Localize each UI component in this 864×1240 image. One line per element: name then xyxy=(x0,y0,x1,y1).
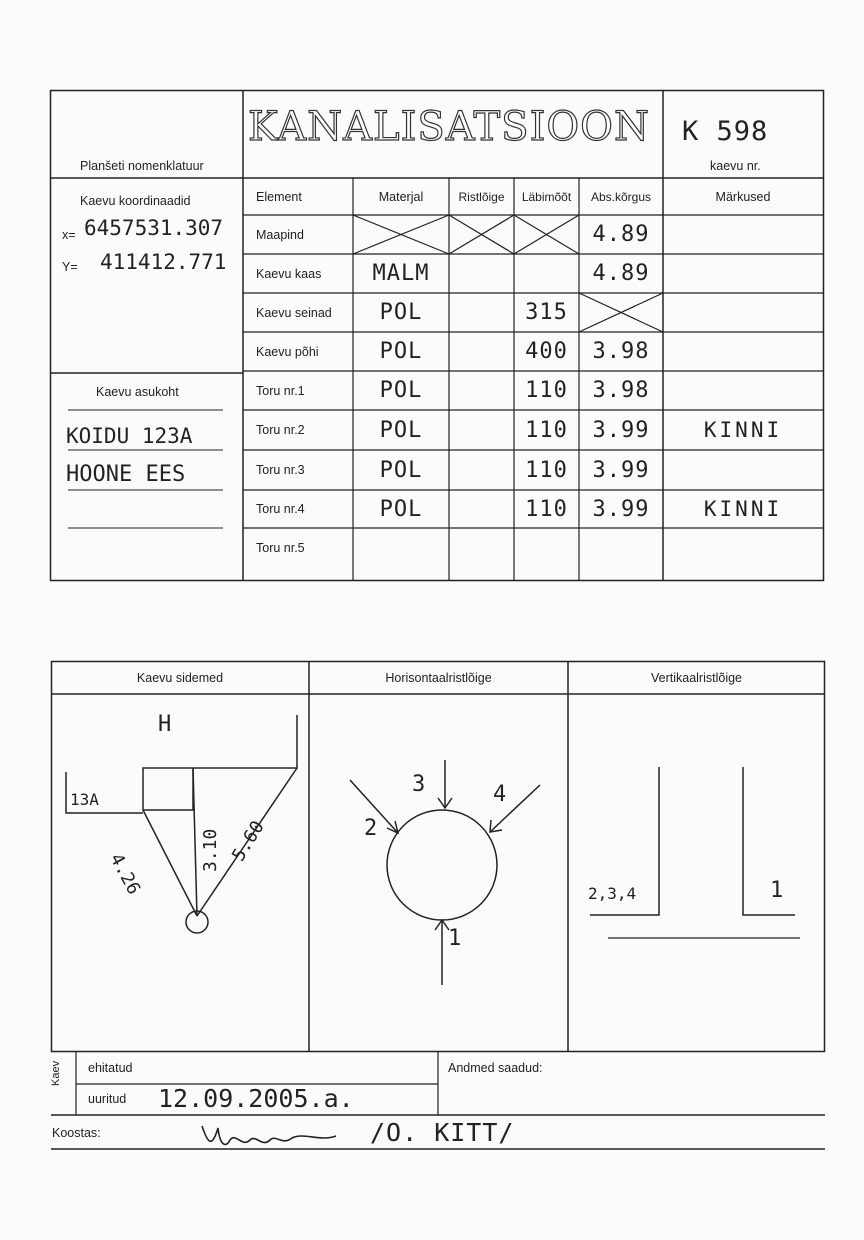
bottom-form-grid xyxy=(0,640,864,1170)
col-label-ties: Kaevu sidemed xyxy=(136,671,224,685)
col-header-material: Materjal xyxy=(378,189,424,204)
col-header-notes: Märkused xyxy=(715,189,771,204)
vertical-right-label: 1 xyxy=(770,878,785,903)
coord-y-prefix: Y= xyxy=(62,260,78,274)
row-height: 3.99 xyxy=(592,457,650,483)
planset-label: Planšeti nomenklatuur xyxy=(80,159,204,173)
row-material: POL xyxy=(379,457,423,483)
row-diameter: 110 xyxy=(525,496,568,522)
row-diameter: 110 xyxy=(525,378,568,403)
tie-house-label: 13A xyxy=(70,790,99,809)
row-material: MALM xyxy=(372,261,430,286)
koostas-label: Koostas: xyxy=(52,1126,101,1140)
vertical-section xyxy=(590,767,800,938)
row-element: Kaevu kaas xyxy=(256,266,322,281)
tie-distance-mid: 3.10 xyxy=(200,828,221,872)
pipe-label-1: 1 xyxy=(448,926,463,951)
col-label-vertical: Vertikaalristlõige xyxy=(650,671,742,685)
tie-building-label: H xyxy=(158,712,173,737)
row-height: 4.89 xyxy=(592,261,650,286)
andmed-label: Andmed saadud: xyxy=(448,1061,543,1075)
horizontal-section xyxy=(350,760,540,985)
row-material: POL xyxy=(379,300,423,325)
bottom-form xyxy=(0,640,864,1170)
well-number: K 598 xyxy=(682,116,769,147)
col-header-diameter: Läbimõõt xyxy=(521,189,572,204)
coords-label: Kaevu koordinaadid xyxy=(80,194,191,208)
col-header-cross: Ristlõige xyxy=(458,189,505,204)
row-notes: KINNI xyxy=(703,497,783,521)
pipe-label-4: 4 xyxy=(493,782,508,807)
location-line2: HOONE EES xyxy=(66,462,186,487)
tie-distance-right: 5.60 xyxy=(228,817,269,866)
page-title: KANALISATSIOON xyxy=(248,104,650,150)
row-diameter: 110 xyxy=(525,457,568,483)
coord-x-prefix: x= xyxy=(62,228,76,242)
row-material: POL xyxy=(379,496,423,522)
row-element: Maapind xyxy=(256,227,304,242)
row-material: POL xyxy=(379,378,423,403)
row-diameter: 110 xyxy=(525,417,568,443)
row-element: Toru nr.1 xyxy=(256,383,305,398)
vertical-left-label: 2,3,4 xyxy=(588,884,637,903)
row-height: 3.98 xyxy=(592,339,650,364)
cross-out-seinad-height xyxy=(579,293,663,332)
cross-out-maapind xyxy=(353,215,579,254)
well-number-label: kaevu nr. xyxy=(710,159,761,173)
top-form xyxy=(0,0,864,600)
uuritud-value: 12.09.2005.a. xyxy=(158,1084,354,1113)
uuritud-label: uuritud xyxy=(88,1092,127,1106)
row-element: Toru nr.3 xyxy=(256,463,305,477)
location-line1: KOIDU 123A xyxy=(66,424,193,448)
coord-y-value: 411412.771 xyxy=(100,250,227,274)
location-label: Kaevu asukoht xyxy=(96,385,179,399)
col-header-element: Element xyxy=(256,189,302,204)
pipe-label-2: 2 xyxy=(364,816,379,841)
row-height: 3.99 xyxy=(592,417,650,443)
row-element: Toru nr.2 xyxy=(256,423,305,437)
row-material: POL xyxy=(379,339,423,364)
koostas-value: /O. KITT/ xyxy=(370,1118,515,1147)
col-header-height: Abs.kõrgus xyxy=(590,189,652,204)
row-element: Kaevu seinad xyxy=(256,305,332,320)
row-diameter: 400 xyxy=(525,339,568,364)
col-label-horizontal: Horisontaalristlõige xyxy=(385,671,492,685)
row-diameter: 315 xyxy=(525,300,568,325)
signature xyxy=(196,1118,346,1156)
row-height: 3.99 xyxy=(592,496,650,522)
pipe-label-3: 3 xyxy=(412,772,427,797)
row-element: Kaevu põhi xyxy=(256,344,319,359)
tie-distance-left: 4.26 xyxy=(105,850,145,899)
row-height: 4.89 xyxy=(592,222,650,247)
ehitatud-label: ehitatud xyxy=(88,1061,133,1075)
row-notes: KINNI xyxy=(703,418,783,442)
well-section-circle xyxy=(387,810,497,920)
row-element: Toru nr.4 xyxy=(256,502,305,516)
row-height: 3.98 xyxy=(592,378,650,403)
row-element: Toru nr.5 xyxy=(256,541,305,555)
kaev-label: Kaev xyxy=(50,1060,62,1086)
coord-x-value: 6457531.307 xyxy=(84,216,224,240)
row-material: POL xyxy=(379,417,423,443)
